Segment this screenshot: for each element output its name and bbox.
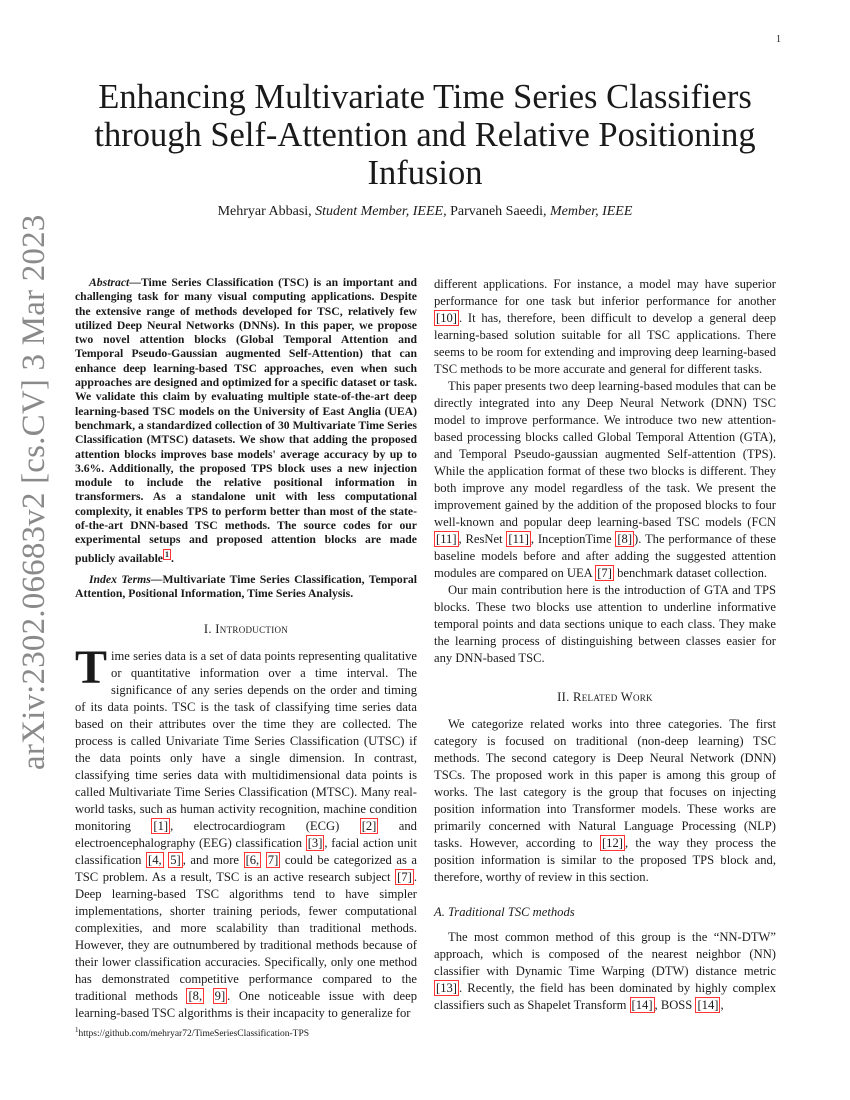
text-run: , ResNet xyxy=(458,532,507,546)
abstract-label: Abstract xyxy=(89,276,130,289)
author-line xyxy=(90,204,760,220)
citation-link[interactable]: 9] xyxy=(214,989,226,1004)
related-paragraph xyxy=(434,716,776,886)
abstract-text: —Time Series Classification (TSC) is an important and challenging task for many visual computing applications. Despite the extensive range of methods developed for TSC, relatively few utilized Deep Neural Networks (DNNs). In this paper, we propose two novel attention blocks (Global Temporal Attention and Temporal Pseudo-Gaussian augmented Self-Attention) that can enhance deep learning-based TSC approaches, even when such approaches are designed and optimized for a specific dataset or task. We validate this claim by evaluating multiple state-of-the-art deep learning-based TSC models on the University of East Anglia (UEA) benchmark, a standardized collection of 30 Multivariate Time Series Classification (MTSC) datasets. We show that adding the proposed attention blocks improves base models' average accuracy by up to 3.6%. Additionally, the proposed TPS block uses a new injection module to include the relative positional information in transformers. As a standalone unit with less computational complexity, it enables TPS to perform better than most of the state-of-the-art DNN-based TSC methods. The source codes for our experimental setups and proposed attention blocks are made publicly available xyxy=(75,276,417,565)
text-run: different applications. For instance, a model may have superior performance for one task but inferior performance for another xyxy=(434,277,776,308)
section-heading-related-work: II. Related Work xyxy=(557,690,653,704)
index-terms xyxy=(75,573,417,602)
author-name: Parvaneh Saeedi, xyxy=(450,204,547,219)
subsection-heading-traditional: A. Traditional TSC methods xyxy=(434,905,575,919)
abstract xyxy=(75,276,417,566)
right-column xyxy=(434,276,776,1014)
citation-link[interactable]: [2] xyxy=(361,819,377,834)
citation-link[interactable]: [4, xyxy=(148,853,162,868)
traditional-paragraph xyxy=(434,929,776,1014)
author-name: Mehryar Abbasi, xyxy=(217,204,312,219)
footnote-url[interactable]: https://github.com/mehryar72/TimeSeriesClassification-TPS xyxy=(78,1029,310,1040)
text-run: . One noticeable issue with deep learning-based TSC algorithms is their incapacity to generalize for xyxy=(75,989,417,1021)
text-run: , InceptionTime xyxy=(530,532,616,546)
text-run: We categorize related works into three categories. The first category is focused on traditional (non-deep learning) TSC methods. The second category is Deep Neural Network (DNN) TSCs. The proposed work in this paper is among this group of works. The last category is the group that focuses on injecting position information into Transformer models. These works are primarily concerned with Natural Language Processing (NLP) tasks. However, according to xyxy=(434,717,776,850)
page-number: 1 xyxy=(776,34,781,45)
paper-title: Enhancing Multivariate Time Series Classifiers through Self-Attention and Relative Positioning Infusion xyxy=(94,78,756,192)
section-heading-introduction: I. Introduction xyxy=(203,622,289,637)
citation-link[interactable]: [11] xyxy=(436,532,457,546)
author-role: Student Member, IEEE, xyxy=(315,204,447,219)
text-run: . Deep learning-based TSC algorithms tend to have simpler implementations, shorter training periods, fewer computational complexities, and more scalability than traditional methods. However, they are outnumbered by traditional methods because of their lower classification accuracies. Specifically, only one method has demonstrated competitive performance compared to the traditional methods xyxy=(75,870,417,1004)
text-run: . It has, therefore, been difficult to develop a general deep learning-based solution suitable for all TSC applications. There seems to be room for extending and improving deep learning-based TSC methods to be more accurate and general for different tasks. xyxy=(434,311,776,376)
drop-cap: T xyxy=(75,641,108,695)
text-run: , BOSS xyxy=(654,998,696,1012)
author-role: Member, IEEE xyxy=(550,204,633,219)
citation-link[interactable]: [14] xyxy=(697,998,719,1012)
citation-link[interactable]: [8, xyxy=(188,989,203,1004)
citation-link[interactable]: [6, xyxy=(245,853,260,868)
text-run: benchmark dataset collection. xyxy=(613,566,768,580)
footnote-link[interactable]: 1 xyxy=(165,549,169,559)
citation-link[interactable]: [3] xyxy=(307,836,323,851)
intro-paragraph: Our main contribution here is the introduction of GTA and TPS blocks. These two blocks use attention to underline informative temporal points and data sections unique to each class. They make the learning process of distinguishing between classes easier for any DNN-based TSC. xyxy=(434,583,776,665)
intro-paragraph xyxy=(434,378,776,582)
citation-link[interactable]: [7] xyxy=(397,870,412,885)
text-run: , xyxy=(720,998,724,1012)
text-run: , the way they process the position information is similar to the proposed TPS block and, therefore, worthy of review in this section. xyxy=(434,836,776,884)
footnote xyxy=(75,1024,417,1040)
citation-link[interactable]: [1] xyxy=(153,819,169,834)
citation-link[interactable]: 7] xyxy=(267,853,279,868)
citation-link[interactable]: [8] xyxy=(617,532,633,546)
citation-link[interactable]: [11] xyxy=(508,532,529,546)
index-terms-text: —Multivariate Time Series Classification, Temporal Attention, Positional Information, Time Series Analysis. xyxy=(75,572,417,601)
text-run: and electroencephalography (EEG) classification xyxy=(75,819,417,851)
citation-link[interactable]: [13] xyxy=(436,981,457,995)
left-column xyxy=(75,276,417,1022)
text-run: The most common method of this group is the “NN-DTW” approach, which is composed of the nearest neighbor (NN) classifier with Dynamic Time Warping (DTW) distance metric xyxy=(434,930,776,978)
citation-link[interactable]: [14] xyxy=(631,998,653,1012)
citation-link[interactable]: 5] xyxy=(170,853,181,868)
text-run: ). The performance of these baseline models before and after adding the suggested attention modules are compared on UEA xyxy=(434,532,776,580)
text-run: . Recently, the field has been dominated by highly complex classifiers such as Shapelet Transform xyxy=(434,981,776,1012)
intro-paragraph xyxy=(75,641,418,1022)
text-run: ime series data is a set of data points representing qualitative or quantitative information over a time interval. The significance of any series depends on the order and timing of its data points. TSC is the task of classifying time series data based on their attributes over the time they are collected. The process is called Univariate Time Series Classification (UTSC) if the data points only have a single dimension. In contrast, classifying time series data with multidimensional data points is called Multivariate Time Series Classification (MTSC). Many real-world tasks, such as human activity recognition, machine condition monitoring xyxy=(75,649,417,834)
footnote-mark: 1 xyxy=(75,1026,79,1034)
index-terms-label: Index Terms xyxy=(89,572,151,586)
intro-paragraph-continued xyxy=(434,276,776,378)
text-run: could be categorized as a TSC problem. As a result, TSC is an active research subject xyxy=(75,853,417,885)
citation-link[interactable]: [10] xyxy=(436,311,457,325)
text-run: , electrocardiogram (ECG) xyxy=(170,819,360,834)
citation-link[interactable]: [12] xyxy=(601,836,623,850)
arxiv-identifier: arXiv:2302.06683v2 [cs.CV] 3 Mar 2023 xyxy=(16,214,52,770)
citation-link[interactable]: [7] xyxy=(597,566,612,580)
text-run: This paper presents two deep learning-based modules that can be directly integrated into any Deep Neural Network (DNN) TSC model to improve performance. We introduce two new attention-based processing blocks called Global Temporal Attention (GTA), and Temporal Pseudo-gaussian augmented Self-attention (TPS). While the application format of these two blocks is different. They both improve any model regardless of the task. We present the improvement gained by the addition of the proposed blocks to four well-known and popular deep learning-based TSC models (FCN xyxy=(434,379,776,529)
text-run: , and more xyxy=(182,853,244,868)
abstract-end: . xyxy=(171,551,174,565)
text-run: , facial action unit classification xyxy=(75,836,418,868)
